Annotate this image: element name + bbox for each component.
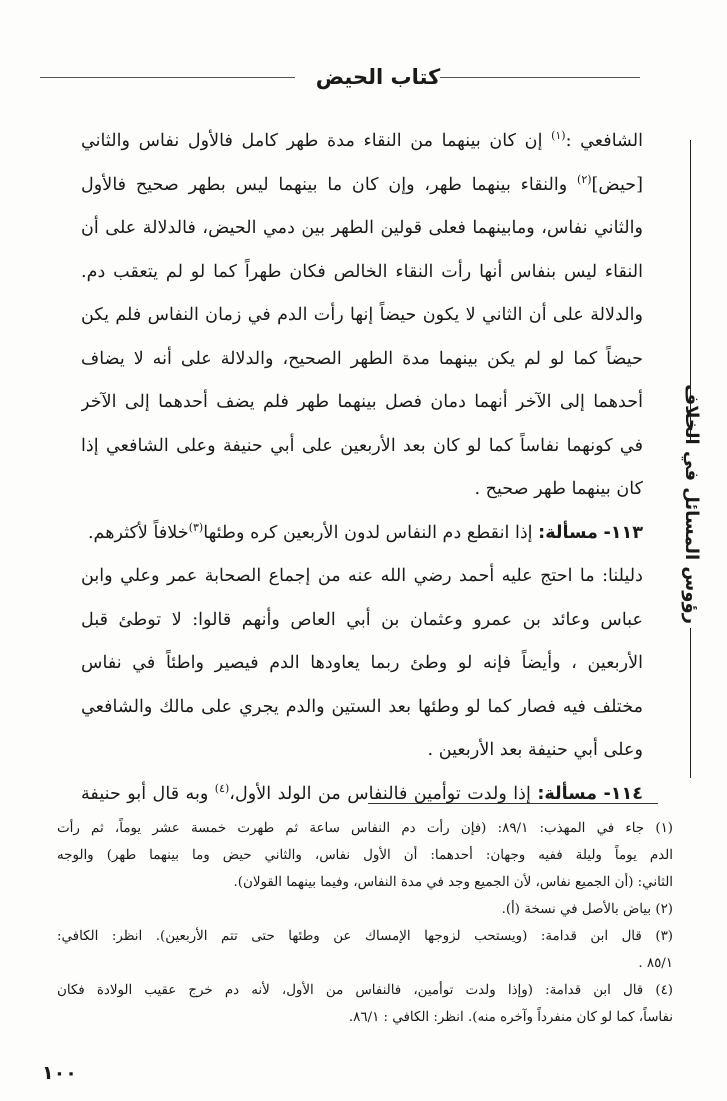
text-line: عباس وعائد بن عمرو وعثمان بن أبي العاص وأنهم قالوا: لا توطئ قبل	[81, 609, 643, 630]
main-text	[81, 120, 643, 816]
text-line: دليلنا: ما احتج عليه أحمد رضي الله عنه من إجماع الصحابة عمر وعلي وابن	[81, 566, 643, 586]
text-line: والدلالة على أن الثاني لا يكون حيضاً إنها رأت الدم في زمان النفاس فلم يكن	[81, 305, 643, 325]
header-rule-left	[40, 77, 295, 78]
text-line: حيضاً كما لو لم يكن بينهما مدة الطهر الصحيح، والدلالة على أنه لا يضاف	[81, 348, 643, 369]
footnote-line: (٤) قال ابن قدامة: (وإذا ولدت توأمين، فالنفاس من الأول، لأنه دم خرج عقيب الولادة فكان	[57, 983, 673, 998]
text-line: الأربعين ، وأيضاً فإنه لو وطئ ربما يعاودها الدم فيصير واطئاً في نفاس	[81, 653, 643, 673]
text-line: في كونهما نفاساً كما لو كان بعد الأربعين على أبي حنيفة وعلى الشافعي إذا	[81, 435, 643, 456]
issue-113-heading: ١١٣- مسألة: إذا انقطع دم النفاس لدون الأربعين كره وطئها$^{(٣)}$خلافاً لأكثرهم.	[87, 520, 643, 543]
text-line: أحدهما إلى الآخر أنهما دمان فصل بينهما طهر فلم يضف أحدهما إلى الآخر	[81, 392, 643, 412]
text-line: الشافعي :$^{(١)}$ إن كان بينهما من النقاء مدة طهر كامل فالأول نفاس والثاني	[81, 129, 643, 151]
text-line: كان بينهما طهر صحيح .	[474, 479, 643, 499]
page-number: ١٠٠	[42, 1062, 77, 1084]
footnote-line: (٢) بياض بالأصل في نسخة (أ).	[501, 902, 673, 917]
side-running-title	[652, 140, 712, 780]
footnote-line: الثاني: (أن الجميع نفاس، لأن الجميع وجد في مدة النفاس، وفيما بينهما القولان).	[233, 875, 673, 890]
side-rule-bottom	[690, 628, 691, 778]
book-title-vertical: رؤوس المسائل في الخلاف	[681, 384, 702, 624]
text-line: [حيض]$^{(٢)}$ والنقاء بينهما طهر، وإن كان ما بينهما ليس بطهر صحيح فالأول	[81, 172, 643, 195]
chapter-title: كتاب الحيض	[315, 65, 441, 89]
text-line: مختلف فيه فصار كما لو وطئها بعد الستين والدم يجري على مالك والشافعي	[81, 696, 643, 717]
text-line: وعلى أبي حنيفة بعد الأربعين .	[427, 740, 643, 760]
footnote-line: (١) جاء في المهذب: ٨٩/١: (فإن رأت دم النفاس ساعة ثم طهرت خمسة عشر يوماً، ثم رأت	[57, 821, 673, 836]
footnote-line: (٣) قال ابن قدامة: (ويستحب لزوجها الإمساك عن وطئها حتى تتم الأربعين). انظر: الكافي:	[57, 929, 673, 944]
footnote-separator	[368, 803, 658, 804]
running-header	[40, 62, 640, 92]
issue-114-heading: ١١٤- مسألة: إذا ولدت توأمين فالنفاس من الولد الأول،$^{(٤)}$ وبه قال أبو حنيفة	[81, 781, 643, 804]
footnote-line: الدم يوماً وليلة ففيه وجهان: أحدهما: أن الأول نفاس، والثاني حيض وما بينهما طهر) والوجه	[57, 848, 673, 863]
text-line: النقاء ليس بنفاس أنها رأت النقاء الخالص فكان طهراً كما لو لم يتعقب دم.	[81, 261, 643, 282]
footnotes	[57, 815, 673, 1031]
footnote-line: نفاساً، كما لو كان منفرداً وآخره منه). انظر: الكافي : ٨٦/١.	[348, 1010, 673, 1025]
footnote-line: ٨٥/١ .	[638, 956, 673, 971]
header-rule-right	[440, 77, 640, 78]
text-line: والثاني نفاس، ومابينهما فعلى قولين الطهر بين دمي الحيض، فالدلالة على أن	[81, 218, 643, 238]
